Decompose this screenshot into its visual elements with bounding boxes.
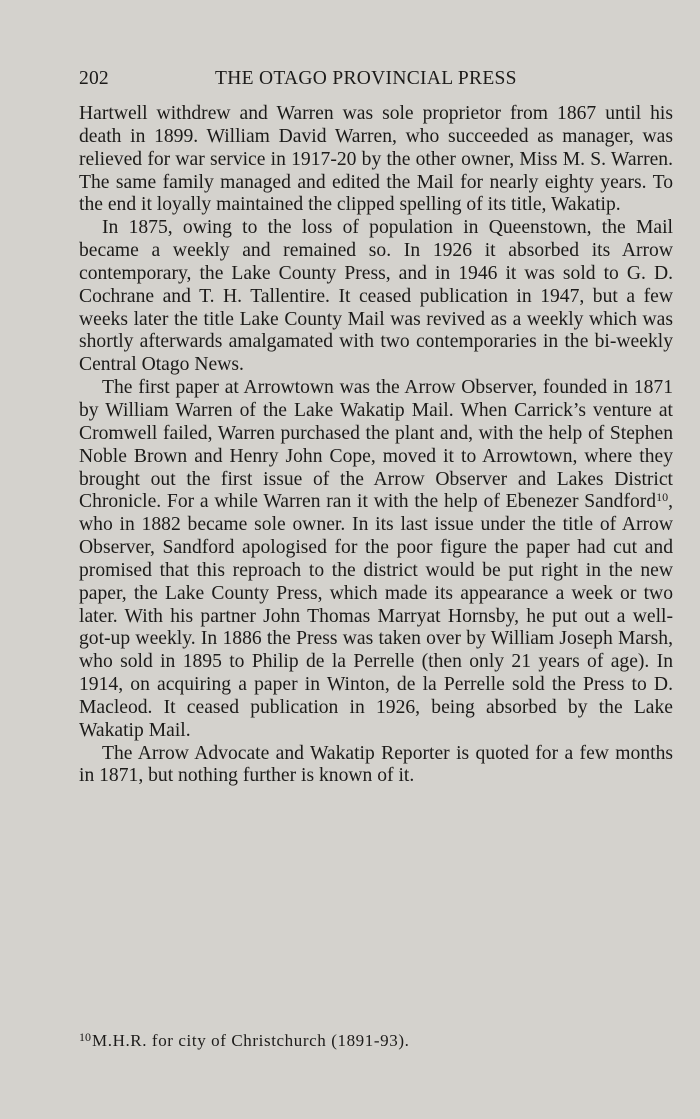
paragraph-text: The first paper at Arrowtown was the Arrow Observer, founded in 1871 by William Warren of the Lake Wakatip Mail. When Carrick’s venture at Cromwell failed, Warren purchased the plant and, with the help of Stephen Noble Brown and Henry John Cope, moved it to Arrowtown, where they brought out the first issue of the Arrow Observer and Lakes District Chronicle. For a while Warren ran it with the help of Ebenezer Sandford — [79, 377, 673, 513]
paragraph: Hartwell withdrew and Warren was sole proprietor from 1867 until his death in 1899. William David Warren, who succeeded as manager, was relieved for war service in 1917-20 by the other owner, Miss M. S. Warren. The same family managed and edited the Mail for nearly eighty years. To the end it loyally maintained the clipped spelling of its title, Wakatip. — [79, 103, 673, 216]
running-head: THE OTAGO PROVINCIAL PRESS — [215, 68, 517, 89]
footnote-text: M.H.R. for city of Christchurch (1891-93). — [92, 1031, 410, 1050]
page-header — [79, 68, 674, 94]
body-text — [79, 103, 673, 788]
paragraph-text: , who in 1882 became sole owner. In its last issue under the title of Arrow Observer, Sandford apologised for the poor figure the paper had cut and promised that this reproach to the district would be put right in the new paper, the Lake County Press, which made its appearance a week or two later. With his partner John Thomas Marryat Hornsby, he put out a well-got-up weekly. In 1886 the Press was taken over by William Joseph Marsh, who sold in 1895 to Philip de la Perrelle (then only 21 years of age). In 1914, on acquiring a paper in Winton, de la Perrelle sold the Press to D. Macleod. It ceased publication in 1926, being absorbed by the Lake Wakatip Mail. — [79, 491, 673, 741]
paragraph — [79, 377, 673, 743]
paragraph: The Arrow Advocate and Wakatip Reporter is quoted for a few months in 1871, but nothing further is known of it. — [79, 742, 673, 787]
footnote-reference: 10 — [656, 490, 669, 505]
footnote — [79, 1030, 409, 1051]
footnote-marker: 10 — [79, 1030, 91, 1044]
paragraph: In 1875, owing to the loss of population in Queenstown, the Mail became a weekly and remained so. In 1926 it absorbed its Arrow contemporary, the Lake County Press, and in 1946 it was sold to G. D. Cochrane and T. H. Tallentire. It ceased publication in 1947, but a few weeks later the title Lake County Mail was revived as a weekly which was shortly afterwards amalgamated with two contemporaries in the bi-weekly Central Otago News. — [79, 217, 673, 376]
page-number: 202 — [79, 68, 109, 89]
